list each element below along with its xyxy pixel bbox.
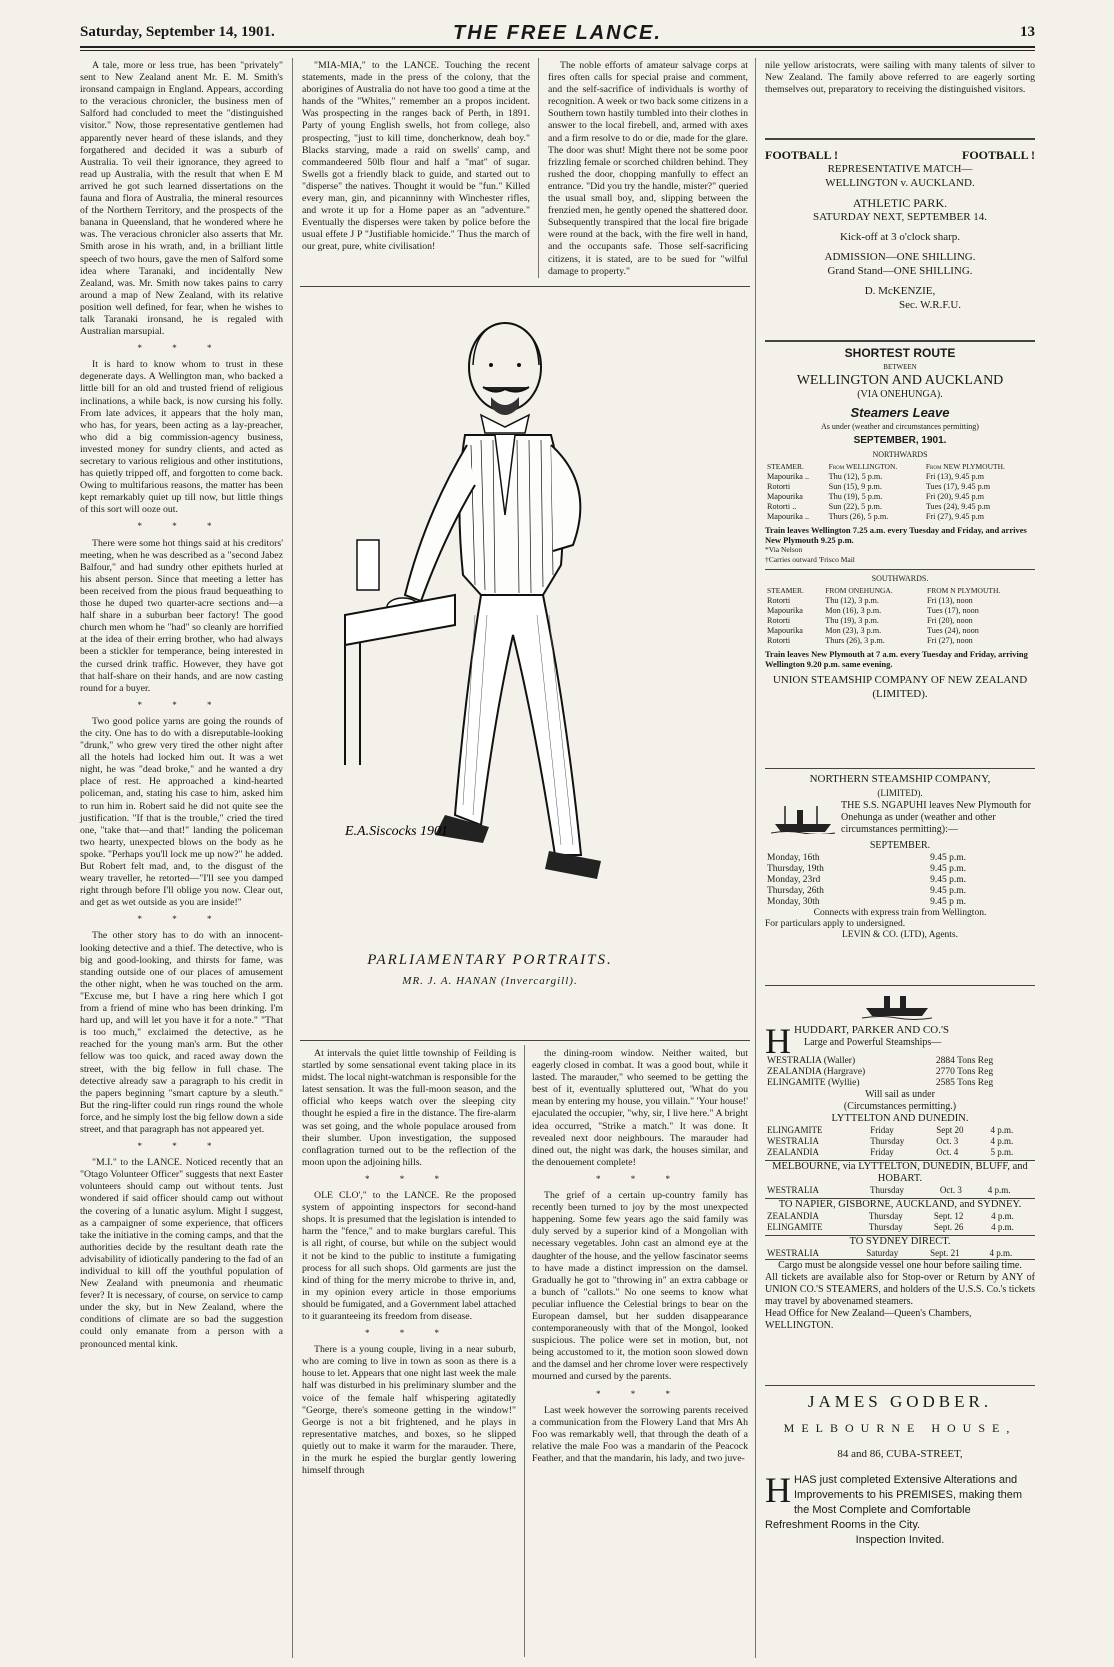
huddart-subtitle: Large and Powerful Steamships— (804, 1037, 942, 1048)
table-cell: Thu (19), 5 p.m. (828, 492, 883, 501)
northern-limited: (LIMITED). (877, 788, 923, 798)
ad-divider (765, 1385, 1035, 1386)
table-cell: Sept 20 (936, 1125, 964, 1135)
route-conditions: As under (weather and circumstances permitting) (821, 422, 979, 431)
table-cell: 4 p.m. (990, 1136, 1014, 1146)
godber-house: MELBOURNE HOUSE, (783, 1421, 1017, 1435)
huddart-route-title: MELBOURNE, via LYTTELTON, DUNEDIN, BLUFF, and HOBART. (765, 1160, 1035, 1185)
table-cell: 2770 Tons Reg (935, 1067, 994, 1077)
table-cell: 9.45 p.m. (930, 853, 967, 863)
table-cell: Sun (15), 9 p.m. (828, 482, 882, 491)
parliamentary-portrait-cartoon (305, 295, 675, 950)
article-lay-preacher: It is hard to know whom to trust in these degenerate days. A Wellington man, who backed a little bill for an old and trusted friend of religious inclinations, a while back, is now cursing his folly. From late advices, it appears that the holy man, who has, for years, been acting as a lay-preacher, who did a big commission-agency business, invested money for sundry clients, and acted as secretary to various religious and other institutions, has quietly tripped off, and forgotten to come back. Owing to multifarious reasons, the matter has been kept remarkably quiet up till now, but little things of this sort will ooze out. (80, 359, 283, 516)
football-heading: FOOTBALL ! FOOTBALL ! (765, 148, 1035, 162)
godber-notice (765, 1470, 1035, 1533)
table-cell: Rotorti (767, 616, 791, 625)
article-feilding-moon: At intervals the quiet little township of Feilding is startled by some sensational event taking place in its midst. The local night-watchman is responsible for the latest sensation. It was the full-moon season, and the official who keeps watch over the sleeping city thought he espied a fire in the distance. The fire-alarm was set going, and the whole populace aroused from their slumber. Upon investigation, the supposed conflagration turned out to be the reflection of the moon upon the adjoining hills. (302, 1048, 516, 1168)
godber-inspection: Inspection Invited. (855, 1534, 945, 1546)
northern-sailings (765, 853, 1035, 908)
table-cell: Rotorti (767, 636, 791, 645)
godber-advertisement (765, 1392, 1035, 1547)
southwards-train-note: Train leaves New Plymouth at 7 a.m. every Tuesday and Friday, arriving Wellington 9.20 p.m. same evening. (765, 649, 1028, 669)
page-number: 13 (1020, 24, 1035, 40)
table-cell: Oct. 4 (936, 1147, 959, 1157)
huddart-route-title: LYTTELTON AND DUNEDIN. (831, 1113, 969, 1124)
southwards-timetable (765, 586, 1035, 646)
huddart-route-table (765, 1185, 1035, 1196)
table-cell: 9.45 p.m. (930, 875, 967, 885)
football-kickoff: Kick-off at 3 o'clock sharp. (840, 231, 960, 243)
header-rule-thin (80, 50, 1035, 51)
table-header-cell: STEAMER. (767, 586, 804, 595)
table-cell: Thu (19), 3 p.m. (825, 616, 879, 625)
huddart-title: HUDDART, PARKER AND CO.'S (794, 1024, 950, 1036)
northern-connects: Connects with express train from Wellington. (813, 908, 987, 918)
huddart-head-office: Head Office for New Zealand—Queen's Chambers, WELLINGTON. (765, 1308, 972, 1331)
route-title: SHORTEST ROUTE (844, 346, 956, 360)
header-rule (80, 46, 1035, 48)
article-burglar-continued: the dining-room window. Neither waited, but eagerly closed in combat. It was a good bout, while it lasted. The marauder," who seemed to be getting the best of it, eventually spluttered out, 'What do you mean by entering my house, you villain." 'Your house!' ejaculated the occupier, "why, sir, I live here." A bright idea occurred, "Strike a match." It was done. It revealed next door neighbours. The marauder had dined out, the night was dark, the houses similar, and the denouement complete! (532, 1048, 748, 1168)
huddart-route-table (765, 1125, 1035, 1158)
northwards-note: †Carries outward 'Frisco Mail (765, 555, 855, 564)
column-4-top-text (765, 60, 1035, 100)
article-salvage-corps: The noble efforts of amateur salvage corps at fires often calls for special praise and comment, and the self-sacrifice of individuals is worthy of recognition. A week or two back some citizens in a Southern town hastily tumbled into their clothes in answer to the local firebell, and, armed with axes and a firm resolve to do or die, made for the glare. The door was shut! Might there not be some poor frizzling female or scorched children behind. They rushed the door, chopping manfully to effect an entrance. "Did you try the handle, mister?" queried the usual small boy, and, slipping between the frenzied men, he gently opened the shattered door. Subsequently transpired that the local fire brigade were round at the back, with the fire well in hand, and the occupants safe. Those self-sacrificing citizens, it is stated, are to be sued for "wilful damage to property." (548, 60, 748, 277)
huddart-steamship-icon (862, 990, 932, 1020)
northern-steamship-advertisement (765, 772, 1035, 941)
table-cell: Rotorti (767, 596, 791, 605)
cartoon-subtitle: MR. J. A. HANAN (Invercargill). (402, 975, 578, 987)
section-separator: * * * (596, 1173, 684, 1184)
ad-divider (765, 985, 1035, 986)
table-header-cell: FROM N PLYMOUTH. (927, 586, 1001, 595)
article-young-couple: There is a young couple, living in a near suburb, who are coming to live in town as soon as there is a house to let. Appears that one night last week the male half was disturbed in his preliminary slumber and the voice of the female half whispering agitatedly "George, there's someone getting in the window!" George is not a bit frightened, and he plays in representative matches, and boxes, so he slipped quietly out to make it warm for the marauder. There, in the murk he espied the burglar gently lowering himself through (302, 1344, 516, 1477)
table-row (765, 492, 1035, 502)
column-divider (755, 58, 756, 1658)
column-1 (80, 60, 283, 1355)
table-cell: WESTRALIA (767, 1248, 819, 1258)
table-cell: 4 p.m. (987, 1185, 1011, 1195)
article-ironsand: A tale, more or less true, has been "privately" sent to New Zealand anent Mr. E. M. Smith's ironsand campaign in England. Appears, according to the veracious chronicler, the business men of Salford had concluded to meet the "distinguished visitor." Now, those representative gentlemen had apparently never heard of these islands, and they forgathered and decided it was a suburb of Australia. To veil their ignorance, they agreed to read up Australia, with the result that when E M arrived he got such learned dissertations on the fauna and flora of Australia, the mineral resources of the Northern Territory, and the prospects of the banana in Queensland, that he wondered where he was. The veracious chronicler also asserts that Mr. Smith arose in his wrath, and, in a brilliant little speech of two hours, gave the men of Salford some idea where Taranaki, and incidentally New Zealand, was. Mr. Smith now takes pains to carry around a map of New Zealand, with its relative position well defined, for fear, when he wishes to talk Taranaki ironsand, he is regaled with Australian marsupial. (80, 60, 283, 338)
article-police-yarns: Two good police yarns are going the rounds of the city. One has to do with a disreputable-looking "drunk," who grew very tired the other night after all the hotels had locked him out. It was a wet night, he was "dead broke," and he wanted a dry place of rest. He approached a kind-hearted policeman, and, stating his case to him, asked him to run him in. Robert said he did not quite see the justification. "If that is the trouble," cried the tired one, "take that—and that!" landing the policeman two hearty, unexpected blows on the body as he spoke. "Perhaps you'll lock me up now?" he added. But Robert felt mad, and, to the disgust of the weary traveller, he retorted—"I'll see you damped right through before I'll oblige you now. Clear out, and get as wet outside as you are inside!" (80, 715, 283, 909)
table-header-cell: From NEW PLYMOUTH. (925, 462, 1005, 471)
table-cell: Fri (13), 9.45 p.m (925, 472, 985, 481)
table-cell: Fri (13), noon (927, 596, 973, 605)
table-cell: Thursday (868, 1211, 903, 1221)
northern-agent: LEVIN & CO. (LTD), Agents. (841, 930, 958, 940)
northern-month: SEPTEMBER. (869, 840, 931, 851)
table-cell: Monday, 23rd (767, 875, 821, 885)
column-divider (292, 58, 293, 1658)
godber-address: 84 and 86, CUBA-STREET, (837, 1448, 963, 1460)
table-cell: Thursday (870, 1185, 905, 1195)
table-cell: Tues (17), noon (927, 606, 979, 615)
article-creditors: There were some hot things said at his creditors' meeting, when he was described as a "second Jabez Balfour," and had sundry other epithets hurled at his absent person. Since that meeting a letter has been received from the pious fraud bequeathing to those he duped two quarter-acre sections and—a half share in a suburban beer factory! The good church men whom he "had" so cleanly are horrified at the idea of their erring brother, who had always been a stickler for temperance, being interested in the cursed drink traffic. However, they have got that half-share on their hands, and are now casting round for a buyer. (80, 537, 283, 694)
football-advertisement (765, 148, 1035, 312)
dropcap-h: H (765, 1470, 791, 1510)
football-admission: ADMISSION—ONE SHILLING. (824, 251, 976, 263)
table-cell: Mapourika (767, 626, 803, 635)
northwards-timetable (765, 462, 1035, 522)
table-cell: Fri (20), noon (927, 616, 973, 625)
table-cell: Oct. 3 (936, 1136, 959, 1146)
issue-date: Saturday, September 14, 1901. (80, 24, 275, 40)
godber-text: HAS just completed Extensive Alterations and Improvements to his PREMISES, making them the Most Complete and Comfortable Refreshment Rooms in the City. (765, 1474, 1023, 1531)
table-row (765, 1125, 1035, 1136)
article-second-hand-shops: OLE CLO'," to the LANCE. Re the proposed system of appointing inspectors for second-hand shops. It is presumed that the legislation is intended to harm the "fence," and to make burglars careful. This is all right, of course, but while on the subject would it not be kind to the public to institute a fumigating process for all such shops. Old garments are just the kind of thing for the merry microbe to thrive in, and, in my opinion every article in those emporiums should be fumigated, and a Government label attached to it guaranteeing its freedom from disease. (302, 1190, 516, 1322)
table-cell: Sept. 12 (933, 1211, 964, 1221)
table-cell: 2585 Tons Reg (935, 1078, 994, 1088)
football-secretary: D. McKENZIE, (864, 285, 936, 297)
table-cell: Tues (24), 9.45 p.m (925, 502, 991, 511)
table-row (765, 1222, 1035, 1233)
table-cell: ZEALANDIA (767, 1211, 819, 1221)
table-row (765, 853, 1035, 864)
table-cell: Tues (17), 9.45 p.m (925, 482, 991, 491)
union-steamship-company: UNION STEAMSHIP COMPANY OF NEW ZEALAND (LIMITED). (772, 674, 1028, 700)
route-month: SEPTEMBER, 1901. (853, 435, 947, 446)
article-mongolian: The grief of a certain up-country family has recently been turned to joy by the most unexpected happening. Some few years ago the said family was duly served by a superior kind of a Mongolian with necessary vegetables. John cast an almond eye at the daughter of the house, and the yellow fascinator seems to have made a distinct impression on the damsel. Gradually he got to "throwing in" an extra cabbage or a bunch of "callots." No one seems to know what peculiar influence the Celestial brings to bear on the European damsel, but her sudden disappearance contemporaneously with that of the Mongol, looked suspicious. The police were set in motion, but, not being accustomed to it, the motion soon slowed down and the damsel and her chrome lover were respectively mourned and cursed by the parents. (532, 1190, 748, 1383)
cartoon-title: PARLIAMENTARY PORTRAITS. (367, 952, 613, 968)
table-cell: Sept. 26 (933, 1222, 964, 1232)
table-row (765, 864, 1035, 875)
table-cell: 4 p.m. (991, 1222, 1014, 1232)
table-cell: Mapourika .. (767, 472, 810, 481)
huddart-will-sail: Will sail as under (865, 1089, 935, 1100)
table-row (765, 897, 1035, 908)
section-separator: * * * (137, 343, 226, 354)
table-cell: Mon (23), 3 p.m. (825, 626, 882, 635)
table-cell: Thursday, 19th (767, 864, 824, 874)
ad-divider (765, 340, 1035, 342)
huddart-cargo-note: Cargo must be alongside vessel one hour before sailing time. (765, 1259, 1035, 1272)
table-row (765, 616, 1035, 626)
article-mia-mia: "MIA-MIA," to the LANCE. Touching the recent statements, made in the press of the colony, that the aborigines of Australia do not have too good a time at the hands of the "Whites," remember an a propos incident. Was prospecting in the ranges back of Perth, in 1891. Party of young English swells, hot from college, also prospecting, "just to kill time, doncherknow, deah boy." Blacks starving, made a raid on swells' camp, and commandeered 50lb flour and half a "mat" of sugar. Swells got a friendly black to guide, and started out to "disperse" the natives. Thought it would be "fun." Killed every man, gin, and picanninny with Winchester rifles, and wrote it up for a Home paper as an "adventure." Eventually the disperses were taken by police before the usual effete J P "Justifiable homicide." Thus the march of our great, pure, white civilisation! (302, 60, 530, 253)
table-row (765, 1136, 1035, 1147)
section-separator: * * * (137, 914, 226, 925)
table-row (765, 636, 1035, 646)
table-cell: Friday (870, 1147, 894, 1157)
steamship-icon (771, 802, 835, 834)
ad-divider (765, 138, 1035, 140)
northwards-note: *Via Nelson (765, 545, 803, 554)
table-cell: ELINGAMITE (767, 1125, 823, 1135)
table-header-cell: STEAMER. (767, 462, 804, 471)
masthead-title: THE FREE LANCE. (453, 22, 662, 44)
table-row (765, 1056, 1035, 1067)
section-separator: * * * (365, 1173, 453, 1184)
route-southwards: SOUTHWARDS. (765, 569, 1035, 586)
northern-apply: For particulars apply to undersigned. (765, 919, 906, 929)
table-cell: 9.45 p.m. (930, 886, 967, 896)
table-row (765, 1067, 1035, 1078)
table-cell: 2884 Tons Reg (935, 1056, 994, 1066)
table-cell: 4 p.m. (991, 1211, 1014, 1221)
northern-notice (765, 800, 1035, 836)
table-cell: WESTRALIA (767, 1185, 819, 1195)
table-row (765, 512, 1035, 522)
table-cell: Thursday (870, 1136, 905, 1146)
huddart-ship-list (765, 1056, 1035, 1089)
table-cell: Rotorti .. (767, 502, 797, 511)
table-row (765, 1211, 1035, 1222)
table-cell: ZEALANDIA (767, 1147, 819, 1157)
huddart-route-title: TO NAPIER, GISBORNE, AUCKLAND, and SYDNEY. (765, 1198, 1035, 1211)
table-cell: Thurs (26), 5 p.m. (828, 512, 889, 521)
table-cell: ZEALANDIA (Hargrave) (767, 1067, 866, 1077)
table-cell: Thu (12), 5 p.m. (828, 472, 883, 481)
article-volunteer-camp: "M.I." to the LANCE. Noticed recently that an "Otago Volunteer Officer" suggests that next Easter volunteers should camp out without tents. Just wondered if said officer should camp out without the covering of a lunatic asylum. Might I suggest, as a campaigner of some experience, that officers take the initiative in the coming camps, and that the authorities decide by the resultant death rate the advisability of idiotically pandering to the fad of an individual to kill off the youthful population of New Zealand with pneumonia and rheumatic fever? It is necessary, of course, on service to camp under the sky, but in New Zealand, where the conditions of climate are so bad the suggestion could only emanate from a person with a pronounced mental kink. (80, 1157, 283, 1350)
table-row (765, 1147, 1035, 1158)
table-cell: Friday (870, 1125, 894, 1135)
northern-title: NORTHERN STEAMSHIP COMPANY, (809, 773, 991, 785)
football-line: WELLINGTON v. AUCKLAND. (825, 177, 975, 189)
table-cell: Thurs (26), 3 p.m. (825, 636, 885, 645)
table-row (765, 502, 1035, 512)
table-cell: Mapourika (767, 606, 803, 615)
table-cell: Fri (20), 9.45 p.m (925, 492, 985, 501)
section-separator: * * * (137, 699, 226, 710)
route-steamers-leave: Steamers Leave (850, 405, 950, 420)
route-northwards: NORTHWARDS (872, 450, 928, 459)
dropcap-h: H (765, 1021, 791, 1061)
article-flowery-land: Last week however the sorrowing parents received a communication from the Flowery Land that Mrs Ah Foo was remarkably well, that through the death of a relative the male Foo was a mandarin of the Peacock Feather, and that the mandarin, his lady, and two juve- (532, 1404, 748, 1464)
table-row (765, 472, 1035, 482)
section-separator: * * * (596, 1388, 684, 1399)
column-2-top (302, 60, 530, 258)
section-separator: * * * (137, 521, 226, 532)
table-cell: Mon (16), 3 p.m. (825, 606, 882, 615)
page-header (80, 22, 1035, 44)
table-header-row (765, 586, 1035, 596)
football-date: SATURDAY NEXT, SEPTEMBER 14. (812, 211, 988, 223)
cartoon-top-rule (300, 286, 750, 287)
table-cell: 4 p.m. (989, 1248, 1013, 1258)
northwards-train-note: Train leaves Wellington 7.25 a.m. every Tuesday and Friday, and arrives New Plymouth 9.25 p.m. (765, 525, 1027, 545)
football-line: REPRESENTATIVE MATCH— (827, 163, 973, 175)
table-cell: Mapourika .. (767, 512, 810, 521)
table-cell: Thursday (868, 1222, 903, 1232)
huddart-route-table (765, 1248, 1035, 1259)
table-cell: Sun (22), 5 p.m. (828, 502, 882, 511)
column-divider (524, 1045, 525, 1657)
cartoon-bottom-rule (300, 1040, 750, 1041)
table-row (765, 482, 1035, 492)
football-grandstand: Grand Stand—ONE SHILLING. (827, 265, 973, 277)
table-cell: Rotorti (767, 482, 791, 491)
huddart-circumstances: (Circumstances permitting.) (843, 1101, 957, 1112)
table-cell: 5 p.m. (990, 1147, 1014, 1157)
table-cell: Thursday, 26th (767, 886, 824, 896)
route-between: BETWEEN (883, 363, 917, 371)
column-2-bottom (302, 1048, 516, 1481)
huddart-route-title: TO SYDNEY DIRECT. (765, 1235, 1035, 1248)
table-cell: WESTRALIA (Waller) (767, 1056, 856, 1066)
huddart-parker-advertisement (765, 1021, 1035, 1332)
table-cell: 4 p.m. (990, 1125, 1014, 1135)
table-cell: Tues (24), noon (927, 626, 979, 635)
ad-divider (765, 768, 1035, 769)
column-3-top (548, 60, 748, 282)
article-detective: The other story has to do with an innocent-looking detective and a thief. The detective, who is big and good-looking, and thirsts for fame, was standing outside one of our places of amusement the other night, when he was touched on the arm. "Excuse me, but I have a ring here which I got from a friend of mine who has been drinking. I'm hard up, and will let you have it for a note." "That is too much," exclaimed the detective, as he reached for the young man's arm. But the other fellow was too quick, and raced away down the street, with the big fellow in full chase. The detective already saw a paragraph to his credit in the papers beginning "smart capture by a sleuth." But the ring-lifter could run rings round the whole force, and he simply lost the big fellow down a side street, and that paragraph has not appeared yet. (80, 930, 283, 1135)
table-row (765, 1248, 1035, 1259)
shortest-route-advertisement (765, 346, 1035, 701)
table-row (765, 1185, 1035, 1196)
godber-name: JAMES GODBER. (807, 1392, 993, 1411)
cartoon-signature: E.A.Siscocks 1901 (345, 824, 449, 839)
table-row (765, 886, 1035, 897)
section-separator: * * * (365, 1328, 453, 1339)
table-cell: Thu (12), 3 p.m. (825, 596, 879, 605)
table-header-cell: FROM ONEHUNGA. (825, 586, 893, 595)
table-cell: Monday, 30th (767, 897, 820, 907)
table-row (765, 596, 1035, 606)
table-cell: Mapourika (767, 492, 803, 501)
table-header-row (765, 462, 1035, 472)
table-cell: Sept. 21 (930, 1248, 960, 1258)
article-yellow-aristocrats: nile yellow aristocrats, were sailing with many talents of silver to New Zealand. The family above referred to are eagerly sorting themselves out, preparatory to receiving the distinguished visitors. (765, 60, 1035, 96)
route-cities: WELLINGTON AND AUCKLAND (796, 373, 1004, 388)
table-header-cell: From WELLINGTON. (828, 462, 898, 471)
section-separator: * * * (137, 1141, 226, 1152)
column-3-bottom (532, 1048, 748, 1469)
table-cell: 9.45 p.m. (930, 864, 967, 874)
table-row (765, 626, 1035, 636)
huddart-tickets-note: All tickets are available also for Stop-over or Return by ANY of UNION CO.'S STEAMERS, and holders of the U.S.S. Co.'s tickets may travel by abovenamed steamers. (765, 1272, 1035, 1307)
table-cell: ELINGAMITE (767, 1222, 823, 1232)
northern-notice-text: THE S.S. NGAPUHI leaves New Plymouth for Onehunga as under (weather and other circumstances permitting):— (841, 800, 1031, 835)
table-row (765, 1078, 1035, 1089)
table-cell: 9.45 p m. (930, 897, 967, 907)
route-via: (VIA ONEHUNGA). (857, 389, 943, 400)
table-cell: Fri (27), noon (927, 636, 973, 645)
huddart-route-table (765, 1211, 1035, 1233)
table-cell: Fri (27), 9.45 p.m (925, 512, 985, 521)
table-cell: ELINGAMITE (Wyllie) (767, 1078, 860, 1088)
table-cell: Oct. 3 (939, 1185, 962, 1195)
table-cell: WESTRALIA (767, 1136, 819, 1146)
table-cell: Saturday (866, 1248, 899, 1258)
table-row (765, 875, 1035, 886)
table-row (765, 606, 1035, 616)
football-secretary-title: Sec. W.R.F.U. (898, 299, 962, 311)
table-cell: Monday, 16th (767, 853, 820, 863)
football-venue: ATHLETIC PARK. (852, 196, 948, 210)
column-divider (538, 58, 539, 278)
